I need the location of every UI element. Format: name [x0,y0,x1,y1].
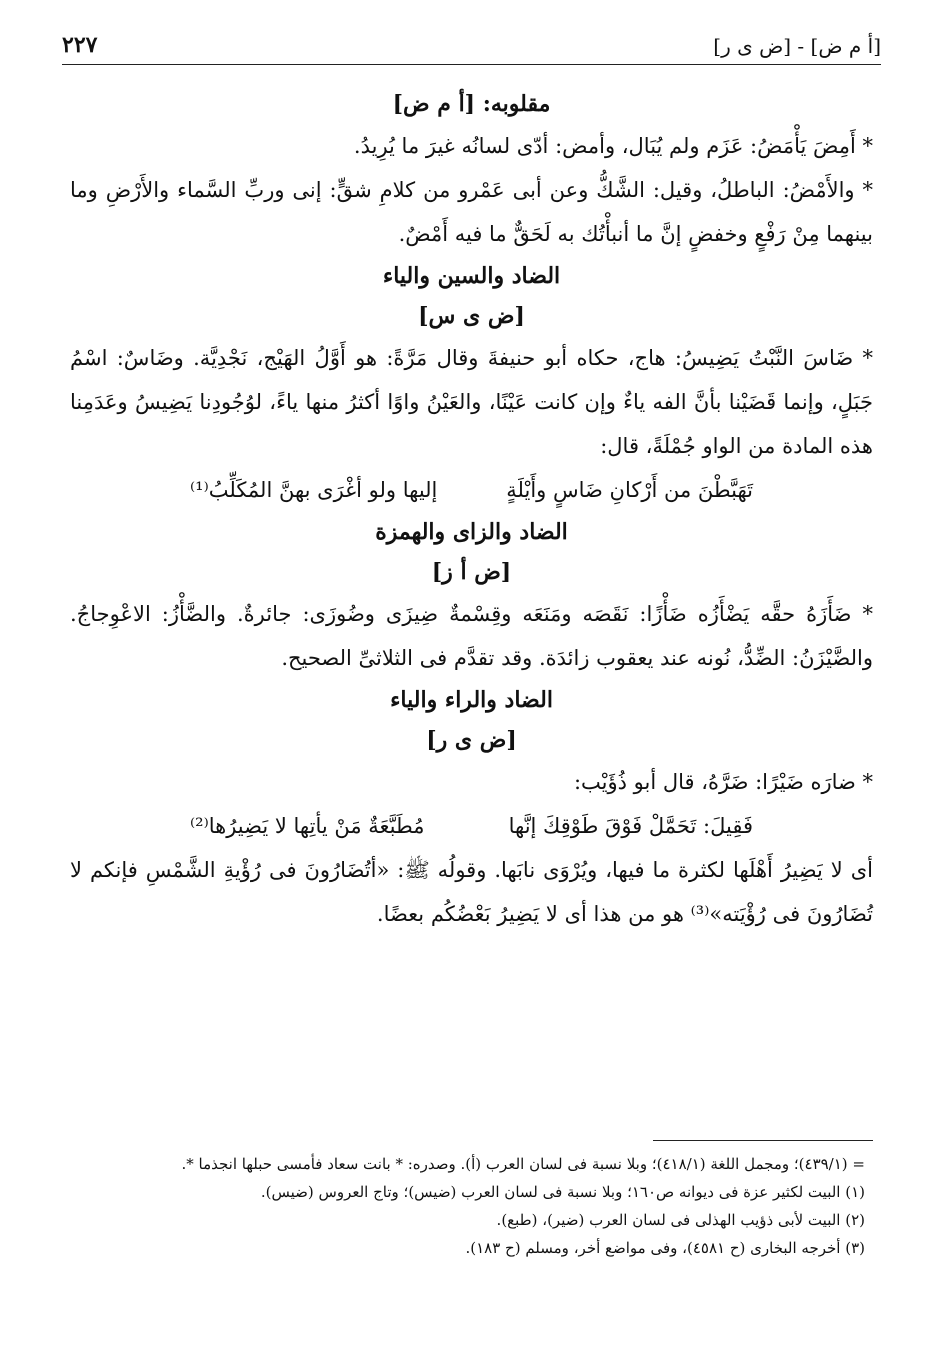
main-text [70,84,873,936]
section-heading: الضاد والراء والياء [390,687,553,713]
entry-paragraph: أى لا يَضِيرُ أَهْلَها لكثرة ما فيها، ويُرْوَى نابَها. وقولُه ﷺ: «أتُضَارُونَ فى رُؤْيةِ الشَّمْسِ فإنكم لا تُضَارُونَ فى رُؤْيَته»⁽³⁾ هو من هذا أى لا يَضِيرُ بَعْضُكُم بعضًا. [70,858,873,926]
verse-second-hemistich: مُطَبَّعَةٌ مَنْ يأتِها لا يَضِيرُها⁽²⁾ [190,814,425,838]
running-head: [أ م ض] - [ض ى ر] [713,34,881,58]
section-heading: الضاد والزاى والهمزة [375,519,568,545]
poetry-verse [70,468,873,512]
entry-paragraph: * ضَأَزَهُ حقَّه يَضْأَزُه ضَأْزًا: نَقَصَه ومَنَعَه وقِسْمةٌ ضِيزَى وضُوزَى: جائرةٌ. والضَّأْزُ: الاعْوِجاجُ. والضَّيْزَنُ: الضِّدُّ، نُونه عند يعقوب زائدَة. وقد تقدَّم فى الثلاثىِّ الصحيح. [70,602,873,670]
entry-paragraph: * ضارَه ضَيْرًا: ضَرَّهُ، قال أبو ذُؤَيْب: [573,770,873,794]
footnote: (٢) البيت لأبى ذؤيب الهذلى فى لسان العرب (ضير)، (طبع). [496,1211,865,1229]
verse-first-hemistich: فَقِيلَ: تَحَمَّلْ فَوْقَ طَوْقِكَ إنَّها [508,814,753,838]
root-heading: [ض ى ر] [426,727,517,753]
root-heading: [ض أ ز] [431,559,512,585]
footnote: (٣) أخرجه البخارى (ح ٤٥٨١)، وفى مواضع أخر، ومسلم (ح ١٨٣). [465,1239,865,1257]
verse-first-hemistich: تَهَبَّطْنَ من أَرْكانِ ضَاسٍ وأَيْلَةٍ [506,478,753,502]
footnote: = (٤٣٩/١)؛ ومجمل اللغة (٤١٨/١)؛ وبلا نسبة فى لسان العرب (أ). وصدره: * بانت سعاد فأمسى حبلها انجذما *. [181,1155,865,1173]
verse-second-hemistich: إليها ولو أغْرَى بهنَّ المُكَلِّبُ⁽¹⁾ [190,478,438,502]
page-number: ٢٢٧ [62,32,98,58]
poetry-verse [70,804,873,848]
section-heading: الضاد والسين والياء [382,263,561,289]
entry-paragraph: * والأَمْضُ: الباطلُ، وقيل: الشَّكُّ وعن أبى عَمْرو من كلامِ شقٍّ: إنى وربِّ السَّماء والأَرْضِ وما بينهما مِنْ رَفْعٍ وخفضٍ إنَّ ما أنبأْتُك به لَحَقٌّ ما فيه أَمْضٌ. [70,178,873,246]
footnote-rule [653,1140,873,1141]
page-header [62,30,881,66]
footnote: (١) البيت لكثير عزة فى ديوانه ص١٦٠؛ وبلا نسبة فى لسان العرب (ضيس)؛ وتاج العروس (ضيس). [260,1183,865,1201]
root-heading: [ض ى س] [418,303,525,329]
footnotes [70,1150,865,1262]
header-rule [62,64,881,65]
entry-paragraph: * أَمِضَ يَأْمَضُ: عَزَم ولم يُبَال، وأمض: أدّى لسانُه غيرَ ما يُرِيدُ. [353,134,873,158]
entry-paragraph: * ضَاسَ النَّبْتُ يَضِيسُ: هاج، حكاه أبو حنيفةَ وقال مَرَّةً: هو أَوَّلُ الهَيْج، نَجْدِيَّة. وضَاسٌ: اسْمُ جَبَلٍ، وإنما قَضَيْنا بأنَّ الفه ياءٌ وإن كانت عَيْنًا، والعَيْنُ واوًا أكثرُ منها ياءً، لوُجُودِنا يَضِيسُ وعَدَمِنا هذه المادة من الواو جُمْلَةً، قال: [70,346,873,458]
section-heading: مقلوبه: [أ م ض] [392,91,551,117]
